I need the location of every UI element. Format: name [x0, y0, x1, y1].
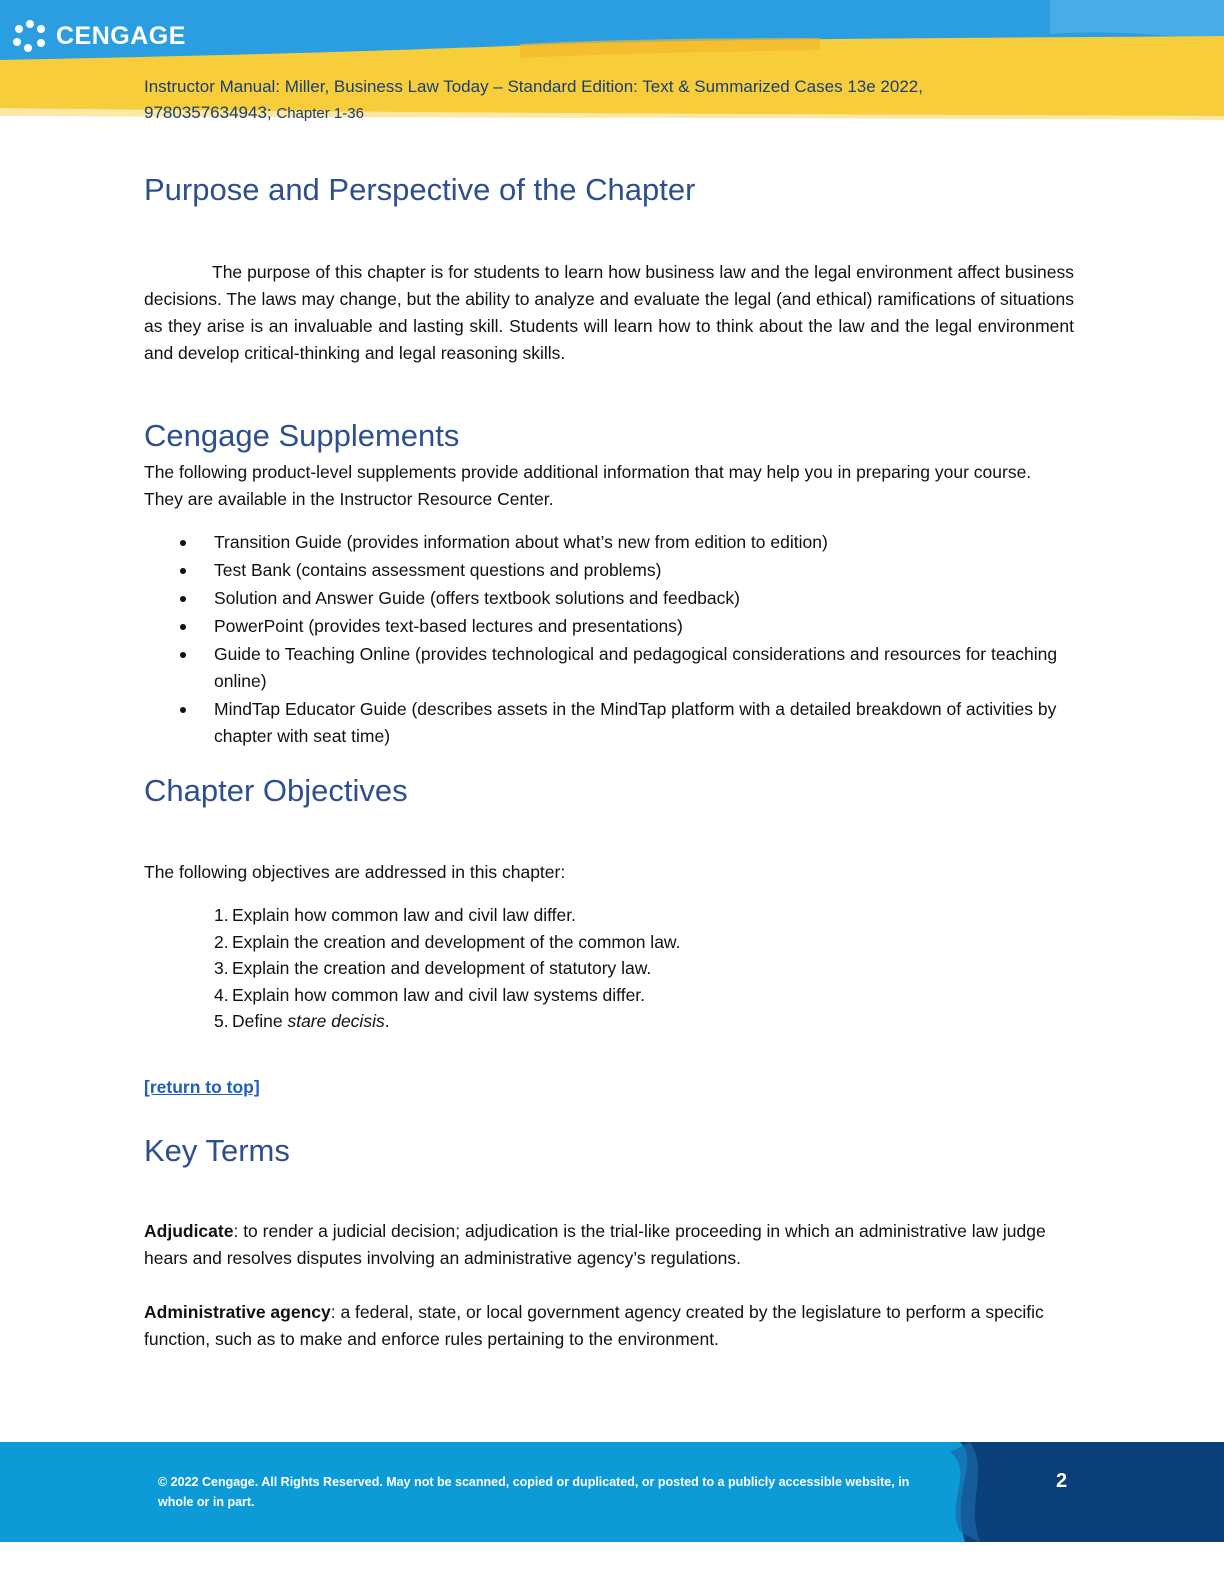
list-item: PowerPoint (provides text-based lectures and presentations)	[144, 613, 1074, 640]
header-banner	[0, 0, 1224, 122]
list-item: Test Bank (contains assessment questions and problems)	[144, 557, 1074, 584]
objective-number: 1.	[214, 905, 229, 925]
list-item	[144, 929, 680, 956]
heading-key-terms: Key Terms	[144, 1133, 290, 1168]
list-item	[144, 902, 680, 929]
objective-text-prefix: Define	[232, 1011, 288, 1031]
objective-text: Explain how common law and civil law differ.	[232, 905, 577, 925]
copyright-notice: © 2022 Cengage. All Rights Reserved. May not be scanned, copied or duplicated, or posted to a publicly accessible website, in whole or in part.	[158, 1475, 910, 1509]
document-title	[144, 74, 1084, 122]
logo-text: CENGAGE	[56, 21, 186, 50]
supplements-list	[144, 529, 1074, 751]
purpose-paragraph: The purpose of this chapter is for students to learn how business law and the legal environment affect business decisions. The laws may change, but the ability to analyze and evaluate the legal (and ethical) ramifications of situations as they arise is an invaluable and lasting skill. Students will learn how to think about the law and the legal environment and develop critical-thinking and legal reasoning skills.	[144, 262, 1074, 363]
page-number: 2	[1056, 1470, 1068, 1492]
list-item: Transition Guide (provides information about what’s new from edition to edition)	[144, 529, 1074, 556]
heading-purpose: Purpose and Perspective of the Chapter	[144, 172, 696, 207]
objectives-intro: The following objectives are addressed in this chapter:	[144, 862, 566, 882]
return-to-top-link[interactable]: [return to top]	[144, 1077, 260, 1097]
document-title-line1: Instructor Manual: Miller, Business Law Today – Standard Edition: Text & Summarized Cases 13e 2022,	[144, 77, 923, 96]
document-isbn: 9780357634943;	[144, 103, 272, 122]
key-term-entry	[144, 1218, 1074, 1272]
cengage-logo	[10, 16, 186, 56]
document-chapter: Chapter 1-36	[276, 105, 364, 122]
list-item	[144, 1008, 680, 1035]
heading-objectives: Chapter Objectives	[144, 773, 408, 808]
objective-text	[232, 1008, 390, 1035]
objective-number: 4.	[214, 984, 229, 1005]
objective-text-italic: stare decisis	[287, 1011, 385, 1031]
heading-supplements: Cengage Supplements	[144, 418, 460, 453]
objective-text: Explain the creation and development of the common law.	[232, 931, 681, 952]
list-item	[144, 955, 680, 982]
objective-text-suffix: .	[384, 1011, 390, 1031]
list-item: Solution and Answer Guide (offers textbook solutions and feedback)	[144, 585, 1074, 612]
key-term-definition: : to render a judicial decision; adjudication is the trial-like proceeding in which an administrative law judge hears and resolves disputes involving an administrative agency’s regulations.	[144, 1221, 1046, 1268]
list-item: Guide to Teaching Online (provides technological and pedagogical considerations and resources for teaching online)	[144, 641, 1074, 695]
key-term-definition: : a federal, state, or local government agency created by the legislature to perform a specific function, such as to make and enforce rules pertaining to the environment.	[144, 1302, 1044, 1349]
objective-number: 3.	[214, 958, 229, 978]
supplements-intro: The following product-level supplements provide additional information that may help you in preparing your course. They are available in the Instructor Resource Center.	[144, 462, 1032, 509]
key-term-entry	[144, 1299, 1074, 1353]
objective-number: 5.	[214, 1011, 229, 1031]
objective-text: Explain how common law and civil law systems differ.	[232, 984, 646, 1005]
footer	[0, 1442, 1224, 1542]
key-term: Administrative agency	[144, 1302, 331, 1322]
list-item	[144, 982, 680, 1009]
cengage-logo-icon	[10, 16, 50, 56]
objective-text: Explain the creation and development of statutory law.	[232, 958, 652, 978]
objective-number: 2.	[214, 931, 229, 952]
key-term: Adjudicate	[144, 1221, 234, 1241]
objectives-list	[144, 902, 680, 1035]
list-item: MindTap Educator Guide (describes assets in the MindTap platform with a detailed breakdown of activities by chapter with seat time)	[144, 696, 1074, 750]
